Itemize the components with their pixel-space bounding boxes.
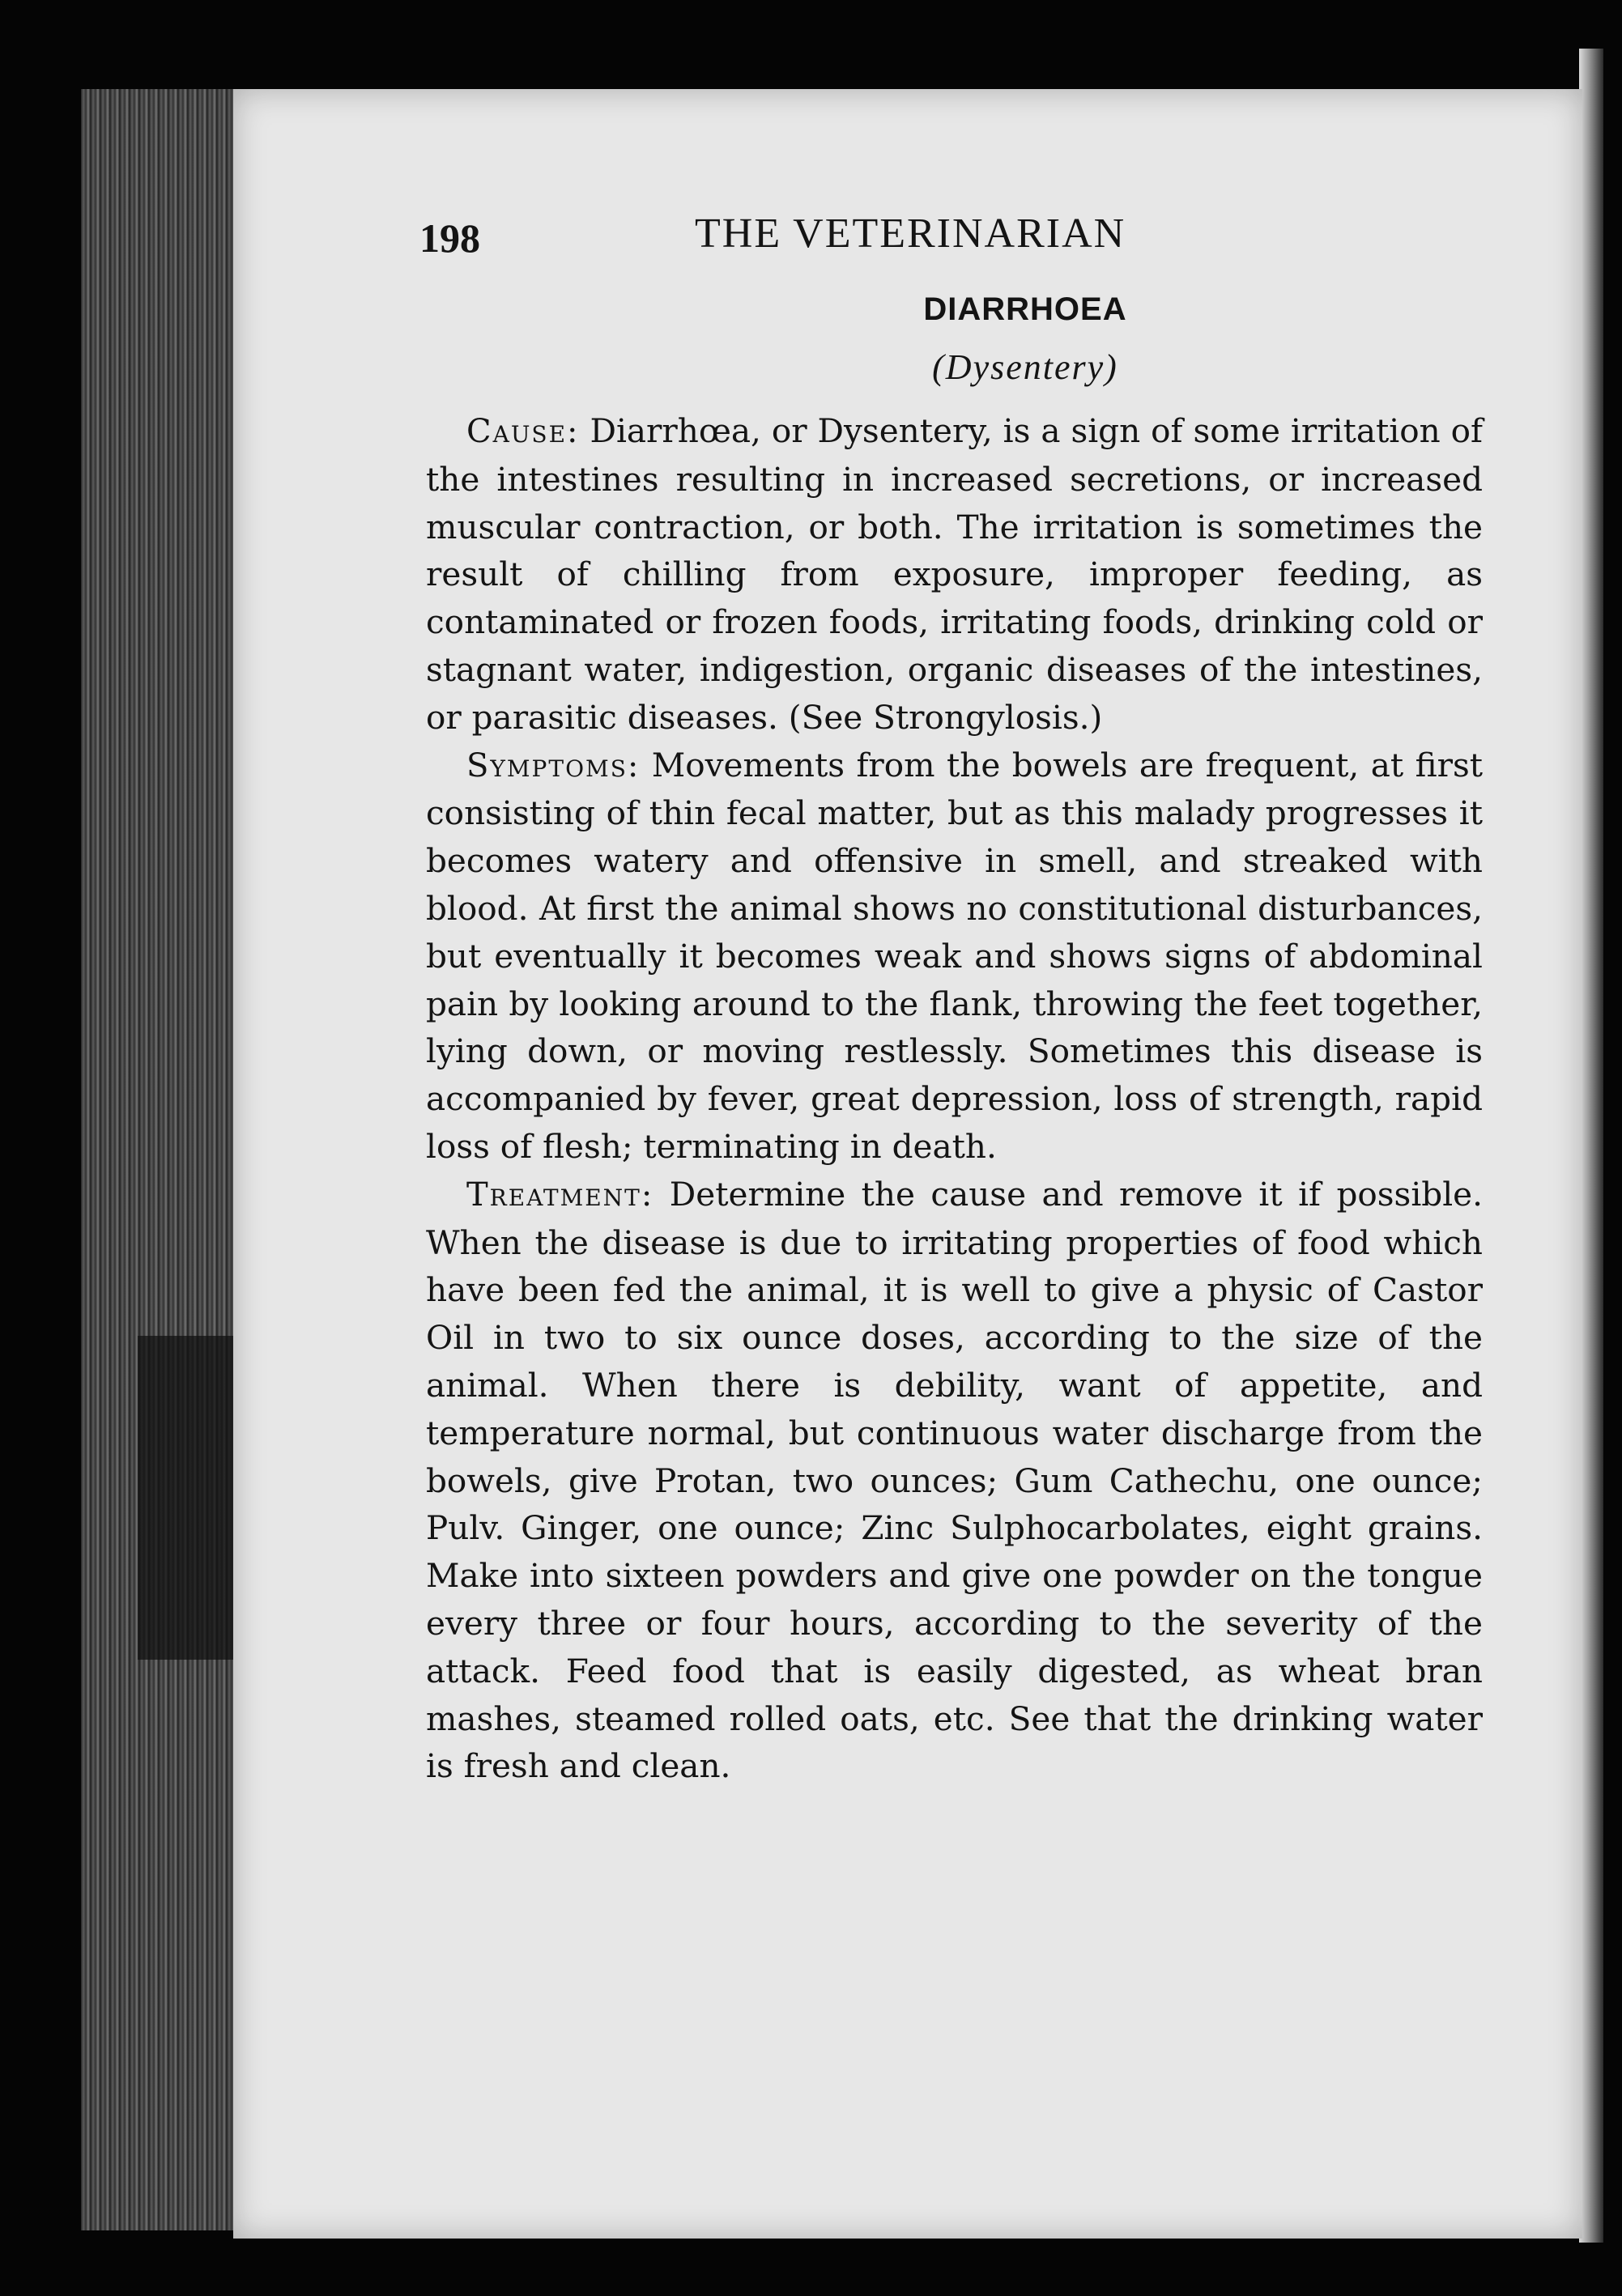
book-page-edges-shadow (138, 1336, 239, 1660)
paragraph-text-treatment: Determine the cause and remove it if possible. When the disease is due to irritating properties of food which have been fed the animal, it is well to give a physic of Castor Oil in two to six ounce doses, according to the size of the animal. When there is debility, want of appetite, and temperature normal, but continuous water discharge from the bowels, give Protan, two ounces; Gum Cathechu, one ounce; Pulv. Ginger, one ounce; Zinc Sulphocarbolates, eight grains. Make into sixteen powders and give one powder on the tongue every three or four hours, according to the severity of the attack. Feed food that is easily digested, as wheat bran mashes, steamed rolled oats, etc. See that the drinking water is fresh and clean. (426, 1174, 1484, 1786)
body-text (426, 407, 1483, 1790)
paragraph-text-symptoms: Movements from the bowels are frequent, at first consisting of thin fecal matter, but as this malady progresses it becomes watery and offensive in smell, and streaked with blood. At first the animal shows no constitutional disturbances, but eventually it becomes weak and shows signs of abdominal pain by looking around to the flank, throwing the feet together, lying down, or moving restlessly. Sometimes this disease is accompanied by fever, great depression, loss of strength, rapid loss of flesh; terminating in death. (426, 745, 1484, 1166)
paragraph-symptoms (426, 742, 1483, 1171)
book-binding-edge (1579, 49, 1603, 2243)
page-number: 198 (419, 215, 480, 261)
paragraph-label-treatment: Treatment: (466, 1176, 654, 1214)
book-page (233, 89, 1582, 2239)
section-heading: DIARRHOEA (923, 291, 1127, 327)
paragraph-label-cause: Cause: (466, 413, 580, 450)
running-title: THE VETERINARIAN (695, 210, 1126, 257)
paragraph-text-cause: Diarrhœa, or Dysentery, is a sign of some irritation of the intestines resulting in increased secretions, or increased muscular contraction, or both. The irritation is sometimes the result of chilling from exposure, improper feeding, as contaminated or frozen foods, irritating foods, drinking cold or stagnant water, indigestion, organic diseases of the intestines, or parasitic diseases. (See Strongylosis.) (426, 411, 1483, 737)
running-head (419, 210, 1472, 271)
paragraph-treatment (426, 1171, 1483, 1790)
paragraph-cause (426, 407, 1483, 742)
paragraph-label-symptoms: Symptoms: (466, 746, 641, 784)
section-subheading: (Dysentery) (932, 347, 1118, 387)
book-page-edges (81, 89, 239, 2230)
